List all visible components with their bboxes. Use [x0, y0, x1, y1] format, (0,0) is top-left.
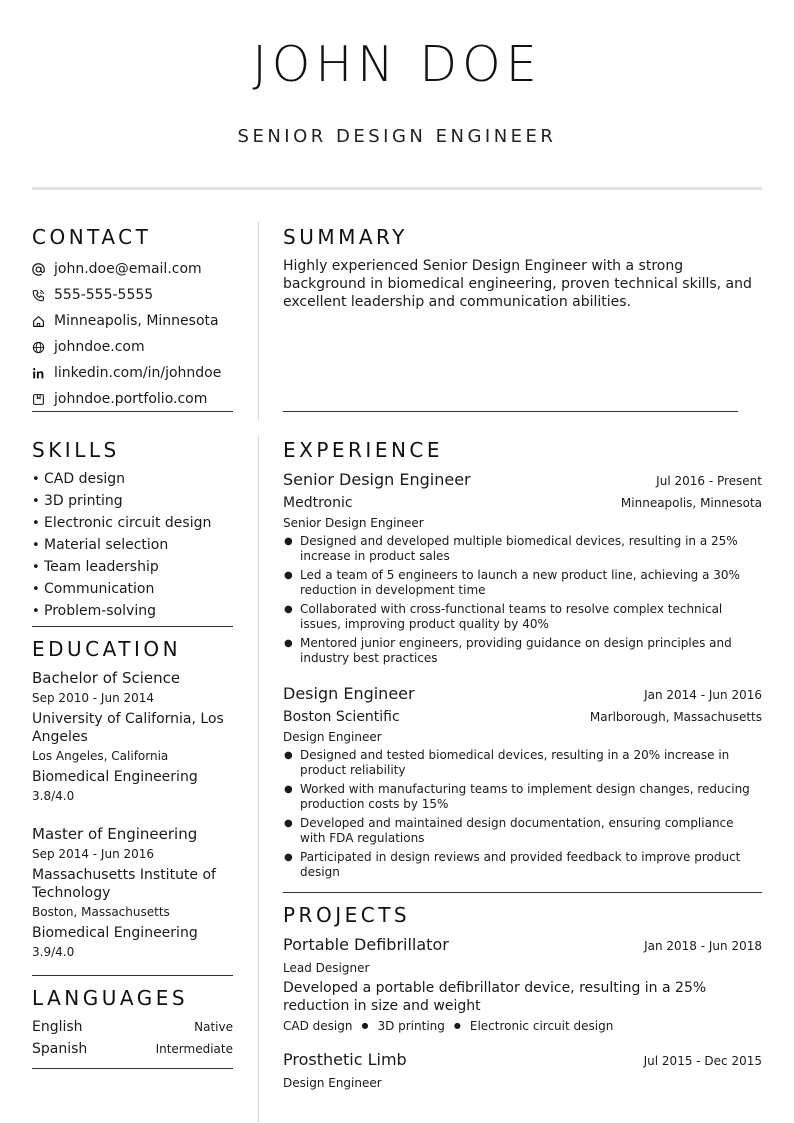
at-icon	[32, 261, 54, 277]
bullet-icon: ●	[284, 750, 293, 761]
contact-linkedin-text: linkedin.com/in/johndoe	[54, 365, 222, 381]
job-company: Medtronic	[283, 495, 353, 511]
project-dates: Jul 2015 - Dec 2015	[643, 1054, 762, 1068]
portfolio-icon	[32, 391, 54, 407]
education-gpa: 3.9/4.0	[32, 945, 75, 959]
bullet-icon: •	[32, 559, 40, 575]
education-item	[32, 668, 237, 805]
list-item: • Material selection	[32, 537, 169, 553]
projects-heading: PROJECTS	[283, 903, 411, 927]
education-field: Biomedical Engineering	[32, 769, 198, 785]
job-title: Design Engineer	[283, 684, 415, 703]
resume-title: SENIOR DESIGN ENGINEER	[237, 126, 557, 147]
list-item: • CAD design	[32, 471, 126, 487]
list-item	[32, 1016, 233, 1038]
contact-phone[interactable]	[32, 282, 237, 308]
language-level: Intermediate	[155, 1042, 233, 1056]
education-dates: Sep 2010 - Jun 2014	[32, 691, 155, 705]
list-item: ● Designed and developed multiple biomedical devices, resulting in a 25% increase in product sales	[284, 534, 738, 563]
language-name: English	[32, 1019, 83, 1035]
job-dates: Jan 2014 - Jun 2016	[644, 688, 762, 702]
resume-name: JOHN DOE	[252, 36, 542, 93]
education-heading: EDUCATION	[32, 637, 182, 661]
project-entry	[283, 934, 762, 1035]
project-entry	[283, 1049, 762, 1092]
list-item: • Electronic circuit design	[32, 515, 212, 531]
list-item	[32, 1038, 233, 1060]
bullet-icon: •	[32, 603, 40, 619]
list-item: ● Led a team of 5 engineers to launch a new product line, achieving a 30% reduction in development time	[284, 568, 740, 597]
contact-linkedin[interactable]	[32, 360, 237, 386]
education-location: Los Angeles, California	[32, 749, 169, 763]
bullet-icon: •	[32, 471, 40, 487]
list-item: ● Designed and tested biomedical devices, resulting in a 20% increase in product reliability	[284, 748, 730, 777]
project-tag: CAD design	[283, 1019, 353, 1033]
contact-website-text: johndoe.com	[54, 339, 145, 355]
project-title: Portable Defibrillator	[283, 935, 449, 954]
phone-icon	[32, 287, 54, 303]
contact-divider	[32, 411, 233, 412]
summary-text: Highly experienced Senior Design Engineer with a strong background in biomedical engineering, proven technical skills, and excellent leadership and communication abilities.	[283, 258, 752, 310]
contact-phone-text: 555-555-5555	[54, 287, 154, 303]
job-entry	[283, 683, 762, 884]
education-location: Boston, Massachusetts	[32, 905, 170, 919]
education-gpa: 3.8/4.0	[32, 789, 75, 803]
job-bullets	[283, 534, 762, 666]
education-degree: Bachelor of Science	[32, 669, 181, 687]
languages-heading: LANGUAGES	[32, 986, 189, 1010]
list-item: ● Mentored junior engineers, providing guidance on design principles and industry best practices	[284, 636, 732, 665]
education-divider	[32, 975, 233, 976]
project-role: Lead Designer	[283, 961, 370, 975]
column-divider-bottom	[258, 436, 259, 1122]
project-role: Design Engineer	[283, 1076, 382, 1090]
bullet-icon: ●	[284, 638, 293, 649]
job-dates: Jul 2016 - Present	[656, 474, 762, 488]
list-item: • Communication	[32, 581, 155, 597]
skills-list	[32, 468, 237, 622]
job-location: Marlborough, Massachusetts	[589, 710, 762, 724]
contact-location-text: Minneapolis, Minnesota	[54, 313, 219, 329]
contact-email-text: john.doe@email.com	[54, 261, 202, 277]
summary-divider	[283, 411, 738, 412]
contact-heading: CONTACT	[32, 225, 152, 249]
bullet-icon: ●	[284, 604, 293, 615]
home-icon	[32, 313, 54, 329]
list-item: ● Developed and maintained design documentation, ensuring compliance with FDA regulations	[284, 816, 734, 845]
project-dates: Jan 2018 - Jun 2018	[644, 939, 762, 953]
bullet-icon: •	[32, 515, 40, 531]
job-company: Boston Scientific	[283, 709, 400, 725]
list-item: ● Worked with manufacturing teams to implement design changes, reducing production costs by 15%	[284, 782, 750, 811]
column-divider-top	[258, 222, 259, 420]
summary-heading: SUMMARY	[283, 225, 408, 249]
list-item: • Team leadership	[32, 559, 159, 575]
job-location: Minneapolis, Minnesota	[620, 496, 762, 510]
list-item: • Problem-solving	[32, 603, 156, 619]
contact-portfolio-text: johndoe.portfolio.com	[54, 391, 208, 407]
bullet-icon: ●	[361, 1021, 369, 1030]
header-divider	[32, 187, 762, 190]
list-item: ● Collaborated with cross-functional teams to resolve complex technical issues, improving product quality by 40%	[284, 602, 723, 631]
globe-icon	[32, 339, 54, 355]
project-tag: 3D printing	[377, 1019, 445, 1033]
bullet-icon: ●	[453, 1021, 461, 1030]
experience-heading: EXPERIENCE	[283, 438, 444, 462]
list-item: ● Participated in design reviews and provided feedback to improve product design	[284, 850, 741, 879]
bullet-icon: •	[32, 581, 40, 597]
job-title: Senior Design Engineer	[283, 470, 471, 489]
project-description: Developed a portable defibrillator device, resulting in a 25% reduction in size and weight	[283, 980, 707, 1014]
language-name: Spanish	[32, 1041, 88, 1057]
experience-divider	[283, 892, 762, 893]
linkedin-icon	[32, 365, 54, 381]
contact-website[interactable]	[32, 334, 237, 360]
project-title: Prosthetic Limb	[283, 1050, 407, 1069]
contact-location	[32, 308, 237, 334]
education-degree: Master of Engineering	[32, 825, 198, 843]
contact-list	[32, 256, 237, 412]
skills-heading: SKILLS	[32, 438, 120, 462]
bullet-icon: ●	[284, 570, 293, 581]
education-field: Biomedical Engineering	[32, 925, 198, 941]
project-tags	[283, 1017, 762, 1035]
bullet-icon: •	[32, 493, 40, 509]
contact-portfolio[interactable]	[32, 386, 237, 412]
skills-divider	[32, 626, 233, 627]
job-role: Design Engineer	[283, 730, 382, 744]
languages-list	[32, 1016, 233, 1060]
bullet-icon: ●	[284, 536, 293, 547]
job-bullets	[283, 748, 762, 880]
contact-email[interactable]	[32, 256, 237, 282]
bullet-icon: ●	[284, 818, 293, 829]
project-tag: Electronic circuit design	[469, 1019, 614, 1033]
languages-divider	[32, 1068, 233, 1069]
list-item: • 3D printing	[32, 493, 123, 509]
bullet-icon: ●	[284, 852, 293, 863]
job-role: Senior Design Engineer	[283, 516, 424, 530]
job-entry	[283, 469, 762, 670]
education-school: Massachusetts Institute of Technology	[32, 867, 216, 901]
education-school: University of California, Los Angeles	[32, 711, 224, 745]
language-level: Native	[194, 1020, 233, 1034]
education-item	[32, 824, 237, 961]
bullet-icon: •	[32, 537, 40, 553]
bullet-icon: ●	[284, 784, 293, 795]
education-dates: Sep 2014 - Jun 2016	[32, 847, 155, 861]
